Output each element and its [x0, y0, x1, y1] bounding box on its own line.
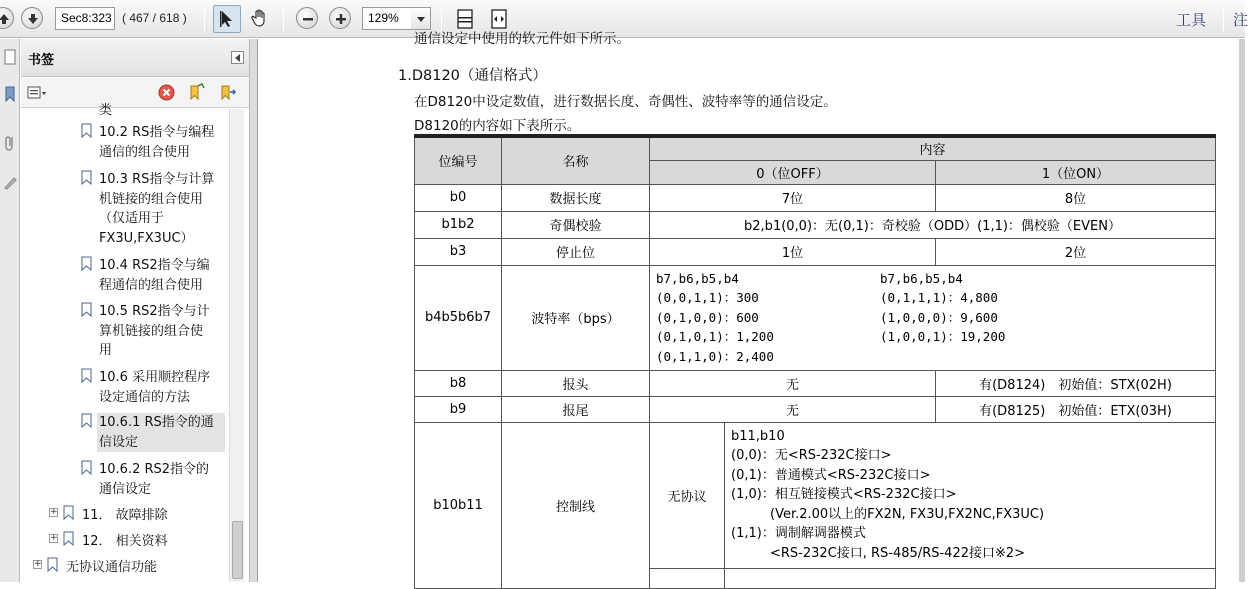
- bookmark-icon: [81, 368, 92, 383]
- bookmark-icon: [81, 413, 92, 428]
- bookmark-item[interactable]: [99, 368, 227, 407]
- header-bit-off: 0（位OFF）: [650, 160, 936, 184]
- text-line: 通信设定中使用的软元件如下所示。: [414, 31, 630, 47]
- hand-icon: [251, 9, 269, 27]
- scrollbar-thumb[interactable]: [232, 521, 243, 579]
- baud-column-off: [650, 269, 880, 367]
- bookmark-label: 用: [99, 343, 113, 358]
- bookmarks-panel: [21, 39, 249, 582]
- expand-bookmark-icon[interactable]: [218, 83, 237, 102]
- cell-control-values: [725, 422, 1216, 568]
- cell-name: 控制线: [502, 422, 650, 588]
- bookmark-label: 信设定: [99, 434, 139, 450]
- bookmark-label: 算机链接的组合使: [99, 323, 204, 339]
- cell-name: 报头: [502, 370, 650, 396]
- bookmark-item[interactable]: [66, 558, 216, 578]
- delete-bookmark-icon[interactable]: [158, 84, 175, 101]
- bookmark-label: 10.5 RS2指令与计: [99, 304, 210, 319]
- cell-baud-values: [650, 265, 1216, 370]
- signature-icon[interactable]: [3, 175, 17, 191]
- baud-line: (0,1,0,0)：600: [656, 309, 759, 325]
- collapse-panel-button[interactable]: [231, 51, 244, 64]
- bookmark-icon: [81, 460, 92, 475]
- cell-name: 数据长度: [502, 184, 650, 211]
- table-row: [415, 265, 1216, 370]
- bookmark-label: 设定通信的方法: [99, 389, 191, 405]
- cell-name: 停止位: [502, 238, 650, 265]
- toolbar-divider: [283, 6, 284, 32]
- page-count: ( 467 / 618 ): [122, 11, 187, 25]
- header-bit-on: 1（位ON）: [936, 160, 1216, 184]
- cell-bit: b1b2: [415, 211, 502, 238]
- cell-empty: [650, 568, 725, 588]
- zoom-out-button[interactable]: [296, 7, 318, 29]
- document-view: [259, 31, 1245, 582]
- bookmark-icon: [81, 256, 92, 271]
- baud-line: (0,1,0,1)：1,200: [656, 329, 774, 345]
- bookmark-icon: [63, 505, 74, 520]
- bookmark-item[interactable]: [82, 506, 222, 526]
- control-line: (Ver.2.00以上的FX2N, FX3U,FX2NC,FX3UC): [731, 506, 1045, 522]
- bookmark-label: 通信设定: [99, 481, 152, 497]
- bookmark-item[interactable]: [99, 256, 227, 295]
- bookmark-item[interactable]: [99, 460, 227, 499]
- table-row: [415, 422, 1216, 568]
- bookmark-label: 程通信的组合使用: [99, 277, 204, 293]
- cell-on: 2位: [936, 238, 1216, 265]
- bookmark-label: 10.6.2 RS2指令的: [99, 462, 210, 477]
- bookmark-label: 10.6 采用顺控程序: [99, 370, 211, 385]
- toolbar-divider: [204, 6, 205, 32]
- bookmarks-tree: [21, 103, 229, 582]
- attachment-icon[interactable]: [3, 134, 17, 152]
- cell-empty: [725, 568, 1216, 588]
- bookmark-label: 11． 故障排除: [82, 508, 168, 523]
- bookmark-icon: [81, 170, 92, 185]
- options-menu-icon[interactable]: [27, 85, 47, 101]
- bookmark-item[interactable]: [82, 532, 222, 552]
- bookmark-icon: [47, 557, 58, 572]
- bookmark-label: 无协议通信功能: [66, 560, 158, 575]
- page-thumbnails-icon[interactable]: [3, 49, 17, 65]
- zoom-in-button[interactable]: [329, 7, 351, 29]
- cell-off: 1位: [650, 238, 936, 265]
- expand-toggle[interactable]: +: [34, 559, 42, 569]
- cell-bit: b3: [415, 238, 502, 265]
- cell-name: 波特率（bps）: [502, 265, 650, 370]
- paragraph: 在D8120中设定数值，进行数据长度、奇偶性、波特率等的通信设定。: [414, 94, 837, 110]
- arrow-down-icon: [26, 12, 40, 26]
- toolbar-divider: [1223, 6, 1224, 32]
- table-row: [415, 238, 1216, 265]
- baud-line: (0,1,1,1)：4,800: [880, 290, 998, 306]
- control-line: b11,b10: [731, 428, 785, 444]
- bookmark-label: 类: [99, 103, 113, 118]
- control-line: <RS-232C接口, RS-485/RS-422接口※2>: [731, 545, 1026, 561]
- fit-page-icon: [456, 9, 474, 29]
- bookmarks-scrollbar[interactable]: [229, 109, 244, 582]
- bookmark-item[interactable]: [99, 302, 227, 361]
- select-tool-button[interactable]: [213, 5, 241, 33]
- header-content: 内容: [650, 136, 1216, 160]
- bookmark-label: 10.4 RS2指令与编: [99, 258, 210, 273]
- cell-off: 7位: [650, 184, 936, 211]
- tools-menu[interactable]: 工具: [1176, 11, 1207, 29]
- bookmark-label: 10.2 RS指令与编程: [99, 125, 215, 140]
- zoom-level-input[interactable]: 129%: [362, 7, 412, 30]
- baud-line: (1,0,0,0)：9,600: [880, 309, 998, 325]
- cell-mode: 无协议: [650, 422, 725, 568]
- cell-off: 无: [650, 370, 936, 396]
- baud-line: b7,b6,b5,b4: [880, 270, 963, 286]
- header-name: 名称: [502, 136, 650, 184]
- panel-splitter[interactable]: [249, 39, 258, 582]
- previous-page-button[interactable]: [0, 7, 14, 29]
- bookmarks-title: 书签: [28, 53, 55, 68]
- cell-on: 有(D8124) 初始值：STX(02H): [936, 370, 1216, 396]
- bookmark-label: 通信的组合使用: [99, 144, 191, 160]
- cell-bit: b10b11: [415, 422, 502, 588]
- page-number-input[interactable]: Sec8:323: [55, 7, 115, 30]
- bookmark-icon: [63, 531, 74, 546]
- bookmark-label: 10.3 RS指令与计算: [99, 172, 215, 187]
- fit-width-icon: [490, 9, 508, 29]
- cursor-icon: [219, 10, 235, 28]
- bookmark-label: 12． 相关资料: [82, 534, 168, 549]
- cell-on: 8位: [936, 184, 1216, 211]
- plus-icon: [334, 12, 348, 26]
- arrow-up-icon: [0, 12, 11, 26]
- baud-line: (0,1,1,0)：2,400: [656, 348, 774, 364]
- new-bookmark-icon[interactable]: [187, 83, 206, 102]
- control-line: (1,0)：相互链接模式<RS-232C接口>: [731, 487, 957, 503]
- bookmarks-header: [21, 39, 249, 77]
- bookmark-label: 机链接的组合使用: [99, 191, 204, 207]
- expand-toggle[interactable]: +: [50, 533, 58, 543]
- cell-name: 报尾: [502, 396, 650, 422]
- paragraph: D8120的内容如下表所示。: [414, 118, 581, 134]
- table-row: [415, 396, 1216, 422]
- bookmark-label: 10.6.1 RS指令的通: [99, 415, 214, 430]
- control-line: (1,1)：调制解调器模式: [731, 526, 866, 542]
- expand-toggle[interactable]: +: [50, 507, 58, 517]
- bookmark-item-selected[interactable]: [97, 413, 225, 452]
- cell-bit: b0: [415, 184, 502, 211]
- cell-value: b2,b1(0,0)：无(0,1)：奇校验（ODD）(1,1)：偶校验（EVEN）: [650, 211, 1216, 238]
- bookmark-item[interactable]: [99, 101, 227, 121]
- document-scrollbar[interactable]: [1239, 39, 1245, 582]
- d8120-table: [414, 134, 1216, 589]
- cell-bit: b9: [415, 396, 502, 422]
- section-heading: 1.D8120（通信格式）: [398, 68, 547, 84]
- table-row: [415, 211, 1216, 238]
- baud-line: b7,b6,b5,b4: [656, 270, 739, 286]
- cell-name: 奇偶校验: [502, 211, 650, 238]
- bookmark-icon: [81, 302, 92, 317]
- baud-column-on: [880, 269, 1180, 367]
- baud-line: (1,0,0,1)：19,200: [880, 329, 1006, 345]
- baud-line: (0,0,1,1)：300: [656, 290, 759, 306]
- table-row: [415, 370, 1216, 396]
- cell-bit: b8: [415, 370, 502, 396]
- bookmark-item[interactable]: [99, 170, 227, 248]
- cell-off: 无: [650, 396, 936, 422]
- bookmark-icon: [81, 123, 92, 138]
- comment-menu[interactable]: 注: [1233, 11, 1248, 29]
- bookmark-item[interactable]: [99, 123, 227, 162]
- table-row: [415, 184, 1216, 211]
- control-line: (0,1)：普通模式<RS-232C接口>: [731, 467, 931, 483]
- bookmark-label: FX3U,FX3UC）: [99, 230, 194, 246]
- hand-tool-button[interactable]: [246, 5, 274, 33]
- bookmark-label: （仅适用于: [99, 211, 165, 226]
- bookmarks-icon[interactable]: [3, 86, 17, 102]
- header-bit: 位编号: [415, 136, 502, 184]
- next-page-button[interactable]: [21, 7, 43, 29]
- cell-on: 有(D8125) 初始值：ETX(03H): [936, 396, 1216, 422]
- cell-bit: b4b5b6b7: [415, 265, 502, 370]
- navigation-pane-strip: [0, 39, 20, 582]
- minus-icon: [301, 12, 315, 26]
- control-line: (0,0)：无<RS-232C接口>: [731, 448, 892, 464]
